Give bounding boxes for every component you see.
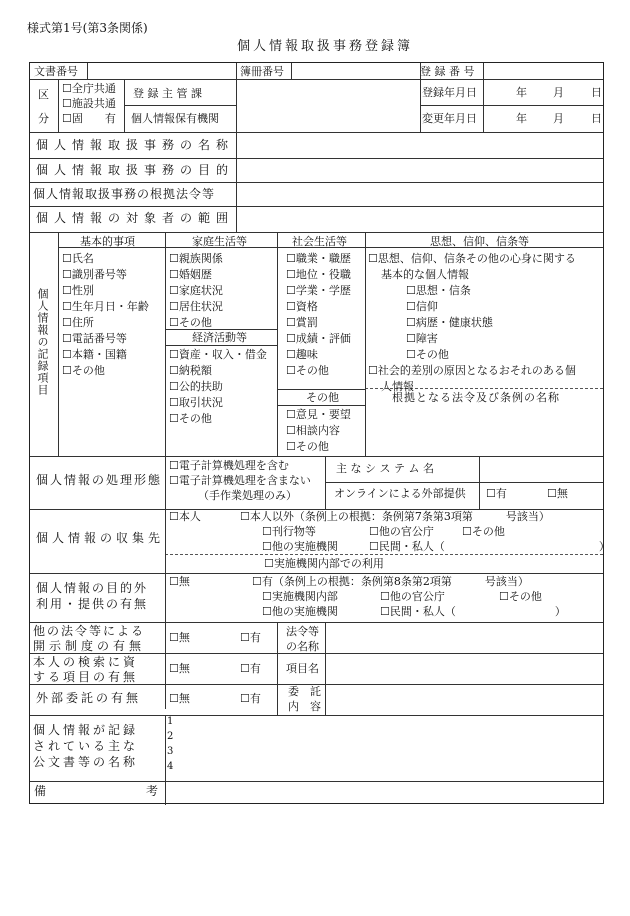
processing-option-note: （手作業処理のみ）: [198, 489, 297, 502]
remarks-label-right: 考: [146, 784, 159, 798]
outside-use-label-1: 個人情報の目的外: [36, 581, 149, 595]
social-item[interactable]: ☐資格: [286, 300, 318, 313]
family-item[interactable]: ☐親族関係: [169, 252, 223, 265]
outside-use-label-2: 利用・提供の有無: [36, 597, 149, 611]
social-item[interactable]: ☐賞罰: [286, 316, 318, 329]
other-item[interactable]: ☐その他: [286, 440, 329, 453]
basic-item[interactable]: ☐本籍・国籍: [62, 348, 127, 361]
collection-other[interactable]: ☐その他: [462, 525, 505, 538]
disclosure-label-1: 他の法令等による: [33, 624, 146, 638]
disclosure-yes[interactable]: ☐有: [240, 631, 261, 644]
doc-number-label: 文書番号: [34, 65, 78, 78]
belief-sub-item[interactable]: ☐信仰: [406, 300, 438, 313]
documents-label-3: 公文書等の名称: [33, 755, 139, 769]
basic-item[interactable]: ☐氏名: [62, 252, 94, 265]
disclosure-law-label-1: 法令等: [286, 625, 319, 638]
disclosure-law-label-2: の名称: [286, 640, 319, 653]
social-item[interactable]: ☐地位・役職: [286, 268, 351, 281]
outsourcing-content-label-2: 内 容: [288, 700, 321, 713]
division-label-top: 区: [38, 88, 49, 101]
online-no[interactable]: ☐無: [547, 487, 568, 500]
other-item[interactable]: ☐相談内容: [286, 424, 340, 437]
basic-item[interactable]: ☐電話番号等: [62, 332, 127, 345]
documents-number: 2: [167, 731, 174, 742]
discrimination-item[interactable]: ☐社会的差別の原因となるおそれのある個: [368, 364, 576, 377]
reg-date-month: 月: [553, 86, 564, 99]
reg-date-label: 登録年月日: [422, 86, 477, 99]
outside-use-yes[interactable]: ☐有（条例上の根拠：条例第8条第2項第 号該当）: [252, 575, 529, 588]
outsourcing-none[interactable]: ☐無: [169, 692, 190, 705]
collection-publication[interactable]: ☐刊行物等: [262, 525, 316, 538]
outside-use-private[interactable]: ☐民間・私人（ ）: [380, 605, 566, 618]
belief-sub-item[interactable]: ☐その他: [406, 348, 449, 361]
remarks-label-left: 備: [34, 784, 47, 798]
basic-title: 基本的事項: [80, 235, 135, 248]
economic-item[interactable]: ☐納税額: [169, 364, 212, 377]
holder-label: 個人情報保有機関: [131, 112, 219, 125]
collection-gov[interactable]: ☐他の官公庁: [369, 525, 434, 538]
online-yes[interactable]: ☐有: [486, 487, 507, 500]
division-option-unique[interactable]: ☐固 有: [62, 112, 116, 125]
basic-item[interactable]: ☐生年月日・年齢: [62, 300, 149, 313]
social-item[interactable]: ☐趣味: [286, 348, 318, 361]
collection-private[interactable]: ☐民間・私人（ ）: [369, 540, 610, 553]
reg-date-year: 年: [516, 86, 527, 99]
other-item[interactable]: ☐意見・要望: [286, 408, 351, 421]
change-date-year: 年: [516, 112, 527, 125]
self-check-label-2: する項目の有無: [33, 670, 139, 684]
documents-number: 1: [167, 716, 174, 727]
division-option-facility[interactable]: ☐施設共通: [62, 97, 116, 110]
economic-title: 経済活動等: [192, 331, 247, 344]
other-title: その他: [306, 391, 339, 404]
social-title: 社会生活等: [292, 235, 347, 248]
division-option-all[interactable]: ☐全庁共通: [62, 82, 116, 95]
social-item[interactable]: ☐成績・評価: [286, 332, 351, 345]
system-name-label: 主 な シ ス テ ム 名: [336, 462, 434, 475]
belief-sub-item[interactable]: ☐思想・信条: [406, 284, 471, 297]
change-date-day: 日: [591, 112, 602, 125]
self-check-none[interactable]: ☐無: [169, 662, 190, 675]
belief-sub-item[interactable]: ☐病歴・健康状態: [406, 316, 493, 329]
outside-use-none[interactable]: ☐無: [169, 575, 190, 588]
family-title: 家庭生活等: [192, 235, 247, 248]
form-number: 様式第1号(第3条関係): [27, 21, 148, 35]
belief-sub-item[interactable]: ☐障害: [406, 332, 438, 345]
family-item[interactable]: ☐その他: [169, 316, 212, 329]
division-label-bottom: 分: [38, 112, 49, 125]
belief-item[interactable]: ☐思想、信仰、信条その他の心身に関する: [368, 252, 576, 265]
collection-internal[interactable]: ☐実施機関内部での利用: [264, 557, 384, 570]
row-name-label: 個人情報取扱事務の名称: [36, 138, 235, 152]
self-check-yes[interactable]: ☐有: [240, 662, 261, 675]
processing-option[interactable]: ☐電子計算機処理を含まない: [169, 474, 311, 487]
registration-number-label: 登 録 番 号: [420, 65, 475, 78]
economic-item[interactable]: ☐公的扶助: [169, 380, 223, 393]
disclosure-label-2: 開示制度の有無: [33, 639, 146, 653]
disclosure-none[interactable]: ☐無: [169, 631, 190, 644]
social-item[interactable]: ☐職業・職歴: [286, 252, 351, 265]
basic-item[interactable]: ☐住所: [62, 316, 94, 329]
page-title: 個人情報取扱事務登録簿: [237, 39, 414, 54]
change-date-month: 月: [553, 112, 564, 125]
change-date-label: 変更年月日: [422, 112, 477, 125]
row-basis-label: 個人情報取扱事務の根拠法令等: [33, 187, 216, 201]
documents-label-2: されている主な: [33, 739, 139, 753]
row-purpose-label: 個人情報取扱事務の目的: [36, 163, 235, 177]
collection-label: 個人情報の収集先: [36, 531, 165, 545]
collection-agency[interactable]: ☐他の実施機関: [262, 540, 338, 553]
social-item[interactable]: ☐その他: [286, 364, 329, 377]
documents-number: 4: [167, 761, 174, 772]
family-item[interactable]: ☐婚姻歴: [169, 268, 212, 281]
self-check-item-label: 項目名: [286, 662, 319, 675]
documents-label-1: 個人情報が記録: [33, 723, 139, 737]
social-item[interactable]: ☐学業・学歴: [286, 284, 351, 297]
processing-label: 個人情報の処理形態: [36, 473, 163, 487]
row-scope-label: 個人情報の対象者の範囲: [36, 211, 235, 225]
belief-title: 思想、信仰、信条等: [430, 235, 529, 248]
belief-item-cont: 基本的な個人情報: [381, 268, 469, 281]
department-label: 登 録 主 管 課: [133, 87, 202, 100]
reg-date-day: 日: [591, 86, 602, 99]
outside-use-internal[interactable]: ☐実施機関内部: [262, 590, 338, 603]
ledger-number-label: 簿冊番号: [240, 65, 284, 78]
online-label: オンラインによる外部提供: [334, 487, 466, 500]
documents-number: 3: [167, 746, 174, 757]
basic-item[interactable]: ☐その他: [62, 364, 105, 377]
self-check-label-1: 本人の検索に資: [33, 655, 139, 669]
record-items-label: 個人情報の記録項目: [36, 288, 49, 396]
basic-item[interactable]: ☐性別: [62, 284, 94, 297]
collection-self[interactable]: ☐本人: [169, 510, 201, 523]
family-item[interactable]: ☐居住状況: [169, 300, 223, 313]
outside-use-gov[interactable]: ☐他の官公庁: [380, 590, 445, 603]
outsourcing-label: 外部委託の有無: [36, 691, 142, 705]
outside-use-agency[interactable]: ☐他の実施機関: [262, 605, 338, 618]
collection-other-than[interactable]: ☐本人以外（条例上の根拠：条例第7条第3項第 号該当）: [240, 510, 550, 523]
economic-item[interactable]: ☐資産・収入・借金: [169, 348, 267, 361]
processing-option[interactable]: ☐電子計算機処理を含む: [169, 459, 289, 472]
economic-item[interactable]: ☐取引状況: [169, 396, 223, 409]
discrimination-item-cont: 人情報: [381, 380, 414, 393]
family-item[interactable]: ☐家庭状況: [169, 284, 223, 297]
outsourcing-content-label-1: 委 託: [288, 685, 321, 698]
outside-use-other[interactable]: ☐その他: [499, 590, 542, 603]
basic-item[interactable]: ☐識別番号等: [62, 268, 127, 281]
law-basis-label: 根拠となる法令及び条例の名称: [392, 391, 560, 404]
economic-item[interactable]: ☐その他: [169, 412, 212, 425]
outsourcing-yes[interactable]: ☐有: [240, 692, 261, 705]
